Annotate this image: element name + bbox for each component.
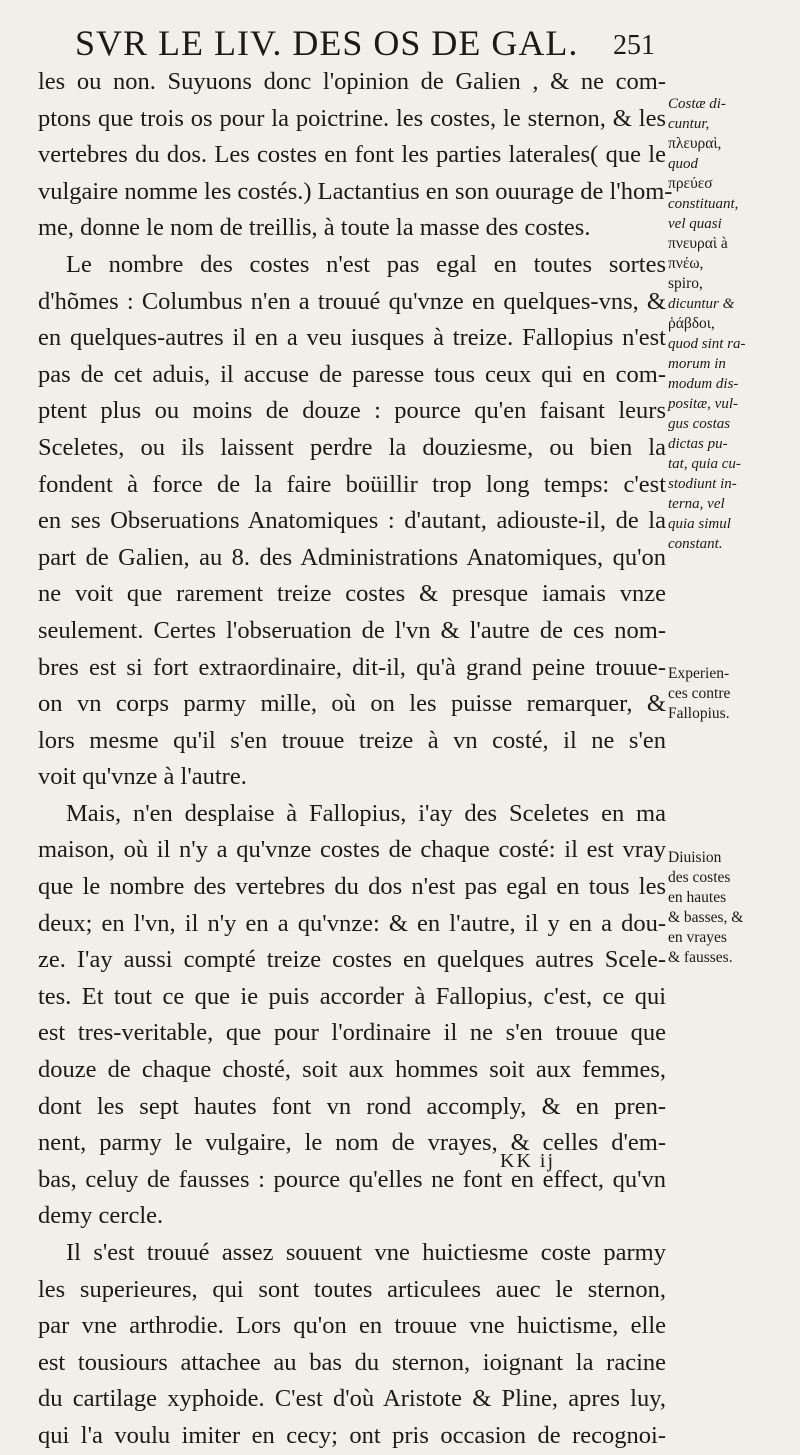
note-line: morum in xyxy=(668,356,726,372)
text-line: voit qu'vnze à l'autre. xyxy=(38,763,247,791)
note-line: en hautes xyxy=(668,889,727,906)
text-line: demy cercle. xyxy=(38,1202,164,1230)
text-line: par vne arthrodie. Lors qu'on en trouue vne huictisme, elle xyxy=(38,1312,666,1340)
note-line: quod sint ra- xyxy=(668,336,746,352)
text-line: pas de cet aduis, il accuse de paresse tous ceux qui en com- xyxy=(38,360,666,388)
note-line: positæ, vul- xyxy=(668,396,738,412)
note-line: Diuision xyxy=(668,849,722,866)
note-line: cuntur, xyxy=(668,116,710,132)
text-line: est tousiours attachee au bas du sternon, ioignant la racine xyxy=(38,1348,666,1376)
text-line: nent, parmy le vulgaire, le nom de vrayes, & celles d'em- xyxy=(38,1129,666,1157)
note-line: quia simul xyxy=(668,516,731,532)
note-line: Fallopius. xyxy=(668,705,730,722)
note-line: des costes xyxy=(668,869,731,886)
margin-note-diuision xyxy=(668,848,796,968)
text-line: les ou non. Suyuons donc l'opinion de Galien , & ne com- xyxy=(38,68,666,95)
text-line: d'hõmes : Columbus n'en a trouué qu'vnze en quelques-vns, & xyxy=(38,287,666,315)
note-line: ces contre xyxy=(668,685,731,702)
text-line: on vn corps parmy mille, où on les puisse remarquer, & xyxy=(38,690,666,718)
page-number: 251 xyxy=(613,30,655,61)
text-line: maison, où il n'y a qu'vnze costes de chaque costé: il est vray xyxy=(38,836,666,864)
text-line: du cartilage xyphoide. C'est d'où Aristote & Pline, apres luy, xyxy=(38,1385,666,1413)
margin-note-costae xyxy=(668,94,796,554)
text-line: en ses Obseruations Anatomiques : d'autant, adiouste-il, de la xyxy=(38,507,666,535)
note-line: Costæ di- xyxy=(668,96,726,112)
note-line: terna, vel xyxy=(668,496,725,512)
text-line: douze de chaque chosté, soit aux hommes soit aux femmes, xyxy=(38,1056,666,1084)
page-header xyxy=(75,18,655,64)
text-line: bres est si fort extraordinaire, dit-il, qu'à grand peine trouue- xyxy=(38,653,666,681)
text-line: en quelques-autres il en a veu iusques à treize. Fallopius n'est xyxy=(38,324,666,352)
running-title: SVR LE LIV. DES OS DE GAL. xyxy=(75,23,579,63)
text-line: tes. Et tout ce que ie puis accorder à Fallopius, c'est, ce qui xyxy=(38,982,666,1010)
text-line: ptons que trois os pour la poictrine. les costes, le sternon, & les xyxy=(38,104,666,132)
text-line: part de Galien, au 8. des Administrations Anatomiques, qu'on xyxy=(38,543,666,571)
text-line: vertebres du dos. Les costes en font les parties laterales( que le xyxy=(38,141,666,169)
text-line: que le nombre des vertebres du dos n'est pas egal en tous les xyxy=(38,873,666,901)
note-line: quod xyxy=(668,156,698,172)
text-line: bas, celuy de fausses : pource qu'elles ne font en effect, qu'vn xyxy=(38,1165,666,1193)
note-line: Experien- xyxy=(668,665,730,682)
note-line: vel quasi xyxy=(668,216,722,232)
text-line: est tres-veritable, que pour l'ordinaire il ne s'en trouue que xyxy=(38,1019,666,1047)
note-line: stodiunt in- xyxy=(668,476,737,492)
note-line: modum dis- xyxy=(668,376,739,392)
text-line: ze. I'ay aussi compté treize costes en quelques autres Scele- xyxy=(38,946,666,974)
text-line: lors mesme qu'il s'en trouue treize à vn costé, il ne s'en xyxy=(38,726,666,754)
note-line: & fausses. xyxy=(668,949,733,966)
text-line: seulement. Certes l'obseruation de l'vn & l'autre de ces nom- xyxy=(38,616,666,644)
text-line: les superieures, qui sont toutes articulees auec le sternon, xyxy=(38,1275,666,1303)
note-line: πλευραὶ, xyxy=(668,135,722,152)
note-line: en vrayes xyxy=(668,929,727,946)
text-line: Sceletes, ou ils laissent perdre la douziesme, ou bien la xyxy=(38,433,666,461)
text-line: dont les sept hautes font vn rond accomply, & en pren- xyxy=(38,1092,666,1120)
margin-note-experiences xyxy=(668,664,796,724)
note-line: dicuntur & xyxy=(668,296,735,312)
note-line: dictas pu- xyxy=(668,436,728,452)
text-line: vulgaire nomme les costés.) Lactantius en son ouurage de l'hom- xyxy=(38,177,673,205)
note-line: πνευραὶ à xyxy=(668,235,728,252)
paragraph-start-line: Le nombre des costes n'est pas egal en toutes sortes xyxy=(66,250,666,278)
note-line: ῥάβδοι, xyxy=(668,315,715,332)
main-text xyxy=(38,64,673,1455)
note-line: tat, quia cu- xyxy=(668,456,741,472)
text-line: ne voit que rarement treize costes & presque iamais vnze xyxy=(38,580,666,608)
note-line: spiro, xyxy=(668,275,703,292)
note-line: constant. xyxy=(668,536,723,552)
note-line: & basses, & xyxy=(668,909,744,926)
text-line: ptent plus ou moins de douze : pource qu'en faisant leurs xyxy=(38,397,666,425)
paragraph-start-line: Il s'est trouué assez souuent vne huictiesme coste parmy xyxy=(66,1239,666,1266)
text-line: me, donne le nom de treillis, à toute la masse des costes. xyxy=(38,214,591,242)
note-line: πνέω, xyxy=(668,255,704,272)
text-line: qui l'a voulu imiter en cecy; ont pris occasion de recognoi- xyxy=(38,1421,666,1449)
text-line: fondent à force de la faire boüillir trop long temps: c'est xyxy=(38,470,666,498)
note-line: πρεύεσ xyxy=(668,175,713,192)
text-line: deux; en l'vn, il n'y en a qu'vnze: & en l'autre, il y en a dou- xyxy=(38,909,666,937)
note-line: constituant, xyxy=(668,196,739,212)
paragraph-start-line: Mais, n'en desplaise à Fallopius, i'ay des Sceletes en ma xyxy=(66,799,666,827)
signature-mark: KK ij xyxy=(500,1150,555,1172)
note-line: gus costas xyxy=(668,416,731,432)
